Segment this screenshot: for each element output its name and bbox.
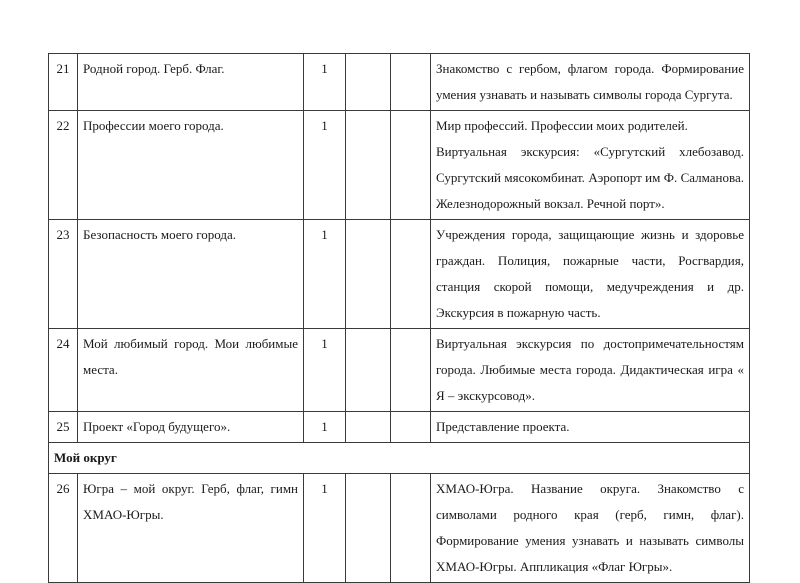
section-row — [49, 443, 750, 474]
lesson-content: Знакомство с гербом, флагом города. Формирование умения узнавать и называть символы города Сургута. — [431, 54, 750, 111]
content-line: Виртуальная экскурсия: «Сургутский хлебозавод. Сургутский мясокомбинат. Аэропорт им Ф. Салманова. Железнодорожный вокзал. Речной порт». — [436, 144, 744, 211]
table-row — [49, 111, 750, 220]
lesson-content: ХМАО-Югра. Название округа. Знакомство с символами родного края (герб, гимн, флаг). Формирование умения узнавать и называть символы ХМАО-Югры. Аппликация «Флаг Югры». — [431, 474, 750, 583]
empty-cell — [391, 54, 431, 111]
empty-cell — [346, 474, 391, 583]
lesson-content: Учреждения города, защищающие жизнь и здоровье граждан. Полиция, пожарные части, Росгвардия, станция скорой помощи, медучреждения и др. Экскурсия в пожарную часть. — [431, 220, 750, 329]
lesson-number: 24 — [49, 329, 78, 412]
lesson-topic: Профессии моего города. — [78, 111, 304, 220]
empty-cell — [346, 220, 391, 329]
content-line: Мир профессий. Профессии моих родителей. — [436, 118, 688, 133]
lesson-topic: Родной город. Герб. Флаг. — [78, 54, 304, 111]
lesson-topic: Югра – мой округ. Герб, флаг, гимн ХМАО-Югры. — [78, 474, 304, 583]
lesson-number: 21 — [49, 54, 78, 111]
empty-cell — [391, 220, 431, 329]
lesson-number: 26 — [49, 474, 78, 583]
lesson-number: 23 — [49, 220, 78, 329]
empty-cell — [391, 412, 431, 443]
table-row — [49, 412, 750, 443]
empty-cell — [346, 412, 391, 443]
lesson-hours: 1 — [304, 329, 346, 412]
lesson-hours: 1 — [304, 54, 346, 111]
lesson-content — [431, 111, 750, 220]
table-row — [49, 329, 750, 412]
empty-cell — [391, 474, 431, 583]
table-row — [49, 474, 750, 583]
lesson-topic: Безопасность моего города. — [78, 220, 304, 329]
lesson-plan-table — [48, 53, 750, 583]
lesson-hours: 1 — [304, 412, 346, 443]
empty-cell — [391, 111, 431, 220]
lesson-content: Виртуальная экскурсия по достопримечательностям города. Любимые места города. Дидактическая игра « Я – экскурсовод». — [431, 329, 750, 412]
table-row — [49, 54, 750, 111]
lesson-content: Представление проекта. — [431, 412, 750, 443]
empty-cell — [346, 54, 391, 111]
lesson-number: 22 — [49, 111, 78, 220]
lesson-number: 25 — [49, 412, 78, 443]
lesson-topic: Мой любимый город. Мои любимые места. — [78, 329, 304, 412]
empty-cell — [346, 329, 391, 412]
lesson-hours: 1 — [304, 111, 346, 220]
lesson-topic: Проект «Город будущего». — [78, 412, 304, 443]
table-row — [49, 220, 750, 329]
section-title: Мой округ — [49, 443, 750, 474]
lesson-hours: 1 — [304, 474, 346, 583]
empty-cell — [391, 329, 431, 412]
lesson-hours: 1 — [304, 220, 346, 329]
empty-cell — [346, 111, 391, 220]
